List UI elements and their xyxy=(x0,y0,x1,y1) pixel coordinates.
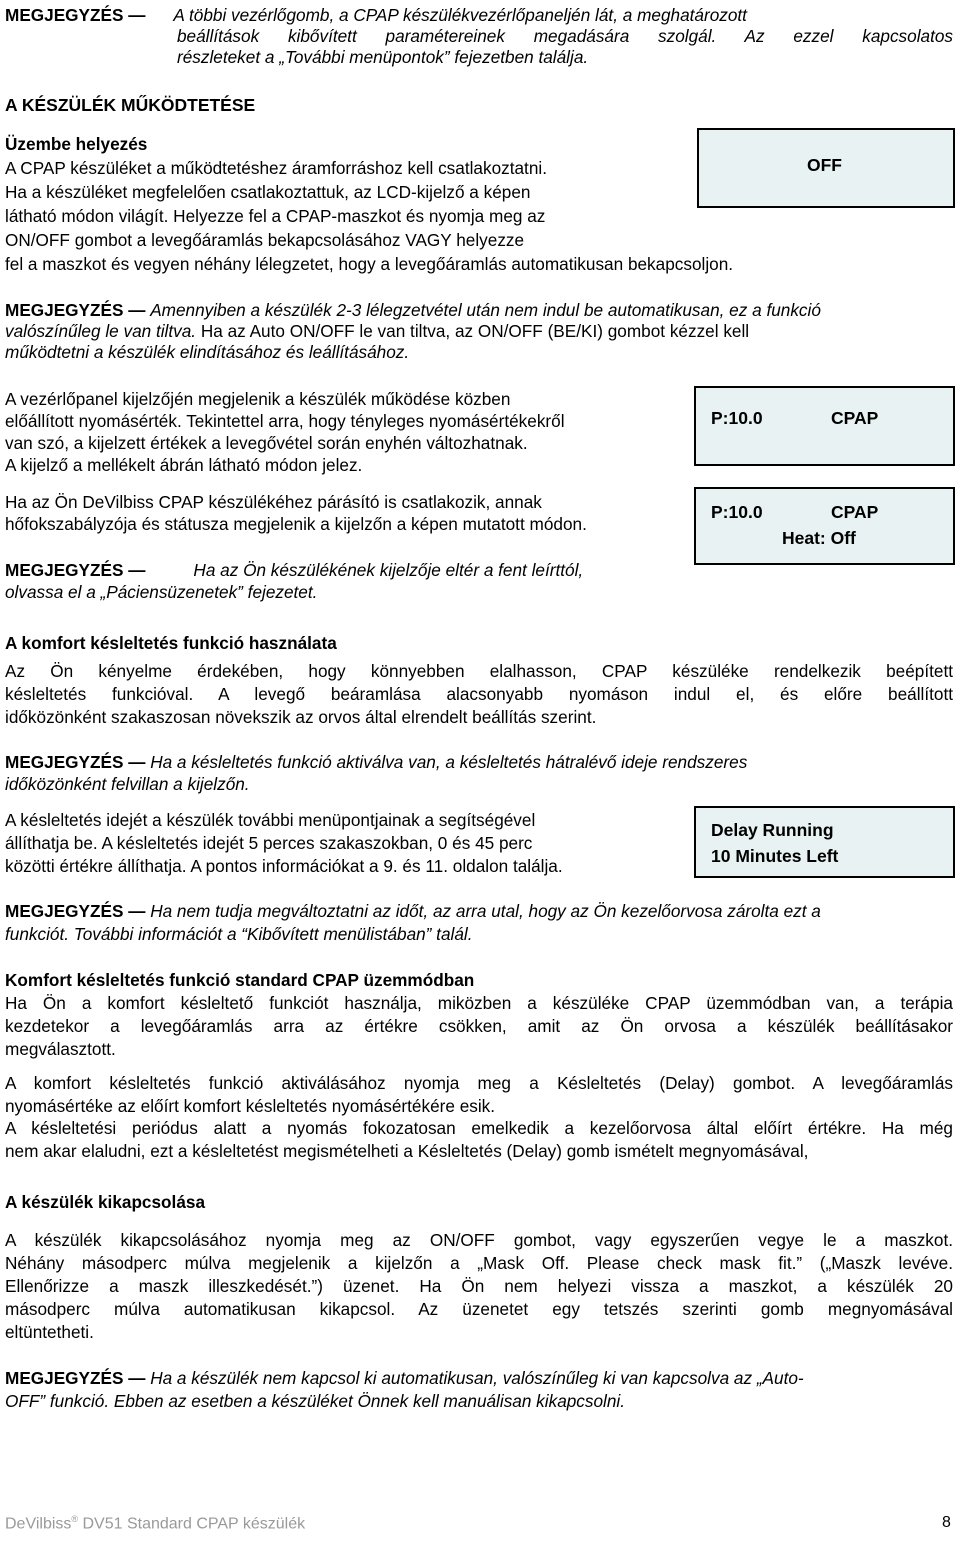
note2-text2b: Ha az Auto ON/OFF le van tiltva, az ON/OFF (BE/KI) gombot kézzel kell xyxy=(196,321,750,341)
note5-line1 xyxy=(5,901,821,922)
note2-text1: Amennyiben a készülék 2-3 lélegzetvétel után nem indul be automatikusan, ez a funkció xyxy=(150,300,821,320)
note1-line2: beállítások kibővített paramétereinek megadására szolgál. Az ezzel kapcsolatos xyxy=(177,26,953,46)
note-label: MEGJEGYZÉS — xyxy=(5,560,146,580)
note6-line1 xyxy=(5,1368,804,1389)
shutdown-line1: A készülék kikapcsolásához nyomja meg az ON/OFF gombot, vagy egyszerűen vegye le a maszkot. xyxy=(5,1230,953,1250)
shutdown-line3: Ellenőrizze a maszk illeszkedését.”) üzenet. Ha Ön nem helyezi vissza a maszkot, a készülék 20 xyxy=(5,1276,953,1296)
comfort-heading: A komfort késleltetés funkció használata xyxy=(5,633,337,653)
note-label: MEGJEGYZÉS — xyxy=(5,1368,146,1388)
startup-line2: Ha a készüléket megfelelően csatlakoztattuk, az LCD-kijelző a képen xyxy=(5,182,531,202)
note-label: MEGJEGYZÉS — xyxy=(5,5,146,25)
comfort-std-p3-line1: A késleltetési periódus alatt a nyomás fokozatosan emelkedik a kezelőorvosa által előírt értékre. Ha még xyxy=(5,1118,953,1138)
note1-line1 xyxy=(5,5,747,26)
comfort-std-p3-line2: nem akar elaludni, ezt a késleltetést megismételheti a Késleltetés (Delay) gomb ismételt megnyomásával, xyxy=(5,1141,809,1161)
note2-line1 xyxy=(5,300,821,321)
section-operation-heading: A KÉSZÜLÉK MŰKÖDTETÉSE xyxy=(5,95,256,115)
footer-product xyxy=(5,1514,305,1533)
lcd-delay-line2: 10 Minutes Left xyxy=(711,846,839,866)
humidifier-line2: hőfokszabályzója és státusza megjelenik a kijelzőn a képen mutatott módon. xyxy=(5,514,587,534)
note2-line2 xyxy=(5,321,749,342)
note4-line1 xyxy=(5,752,747,773)
note-label: MEGJEGYZÉS — xyxy=(5,901,146,921)
shutdown-heading: A készülék kikapcsolása xyxy=(5,1192,206,1212)
note3-line1 xyxy=(5,560,583,581)
startup-line5: fel a maszkot és vegyen néhány lélegzetet, hogy a levegőáramlás automatikusan bekapcsoljon. xyxy=(5,254,734,274)
comfort-std-line1: Ha Ön a komfort késleltető funkciót használja, miközben a készüléke CPAP üzemmódban van, a terápia xyxy=(5,993,953,1013)
shutdown-line2: Néhány másodperc múlva megjelenik a kijelzőn a „Mask Off. Please check mask fit.” („Maszk levéve. xyxy=(5,1253,953,1273)
footer-reg-mark: ® xyxy=(71,1514,79,1524)
note5-line2: funkciót. További információt a “Kibővített menülistában” talál. xyxy=(5,924,473,944)
comfort-line1: Az Ön kényelme érdekében, hogy könnyebben elalhasson, CPAP készüléke rendelkezik beépített xyxy=(5,661,953,681)
note1-line3: részleteket a „További menüpontok” fejezetben találja. xyxy=(177,47,589,67)
delay-line1: A késleltetés idejét a készülék további menüpontjainak a segítségével xyxy=(5,810,536,830)
lcd-display-off xyxy=(697,128,955,208)
pressure-line4: A kijelző a mellékelt ábrán látható módon jelez. xyxy=(5,455,363,475)
page-number: 8 xyxy=(942,1514,951,1531)
lcd-display-delay xyxy=(694,806,955,878)
note5-text1: Ha nem tudja megváltoztatni az időt, az arra utal, hogy az Ön kezelőorvosa zárolta ezt a xyxy=(150,901,821,921)
note6-line2: OFF” funkció. Ebben az esetben a készüléket Önnek kell manuálisan kikapcsolni. xyxy=(5,1391,626,1411)
startup-line1: A CPAP készüléket a működtetéshez áramforráshoz kell csatlakoztatni. xyxy=(5,158,547,178)
lcd-display-heat xyxy=(694,487,955,565)
startup-line3: látható módon világít. Helyezze fel a CPAP-maszkot és nyomja meg az xyxy=(5,206,546,226)
note1-text1: A többi vezérlőgomb, a CPAP készülékvezérlőpaneljén lát, a meghatározott xyxy=(173,5,747,25)
delay-line3: közötti értékre állíthatja. A pontos információkat a 9. és 11. oldalon találja. xyxy=(5,856,563,876)
pressure-text2a: előállított nyomásérték. xyxy=(5,411,182,431)
comfort-std-p2-line2: nyomásértéke az előírt komfort késleltetés nyomásértékére esik. xyxy=(5,1096,496,1116)
note4-line2: időközönként felvillan a kijelzőn. xyxy=(5,774,250,794)
lcd-pressure-value: P:10.0 xyxy=(711,408,763,428)
pressure-text2b: Tekintettel arra, hogy tényleges nyomásértékekről xyxy=(181,411,565,431)
comfort-std-heading: Komfort késleltetés funkció standard CPAP üzemmódban xyxy=(5,970,475,990)
startup-heading: Üzembe helyezés xyxy=(5,134,148,154)
pressure-line1: A vezérlőpanel kijelzőjén megjelenik a készülék működése közben xyxy=(5,389,511,409)
comfort-std-line3: megválasztott. xyxy=(5,1039,116,1059)
lcd-off-text: OFF xyxy=(807,155,842,175)
note3-text1: Ha az Ön készülékének kijelzője eltér a fent leírttól, xyxy=(193,560,584,580)
note-label: MEGJEGYZÉS — xyxy=(5,752,146,772)
comfort-std-line2: kezdetekor a levegőáramlás arra az értékre csökken, amit az Ön orvosa a készülék beállításakor xyxy=(5,1016,953,1036)
shutdown-line4: másodperc múlva automatikusan kikapcsol. Az üzenetet egy tetszés szerinti gomb megnyomásával xyxy=(5,1299,953,1319)
lcd-heat-pressure: P:10.0 xyxy=(711,502,763,522)
startup-line4: ON/OFF gombot a levegőáramlás bekapcsolásához VAGY helyezze xyxy=(5,230,525,250)
footer-brand: DeVilbiss xyxy=(5,1515,72,1533)
note2-text2a: valószínűleg le van tiltva. xyxy=(5,321,197,341)
note4-text1: Ha a késleltetés funkció aktiválva van, a késleltetés hátralévő ideje rendszeres xyxy=(150,752,748,772)
lcd-display-pressure xyxy=(694,386,955,466)
lcd-heat-status: Heat: Off xyxy=(782,528,856,548)
note6-text1: Ha a készülék nem kapcsol ki automatikusan, valószínűleg ki van kapcsolva az „Auto- xyxy=(150,1368,804,1388)
note-label: MEGJEGYZÉS — xyxy=(5,300,146,320)
lcd-heat-mode: CPAP xyxy=(831,502,879,522)
pressure-line3: van szó, a kijelzett értékek a levegővétel során enyhén változhatnak. xyxy=(5,433,528,453)
footer-product-name: DV51 Standard CPAP készülék xyxy=(78,1515,306,1533)
humidifier-line1: Ha az Ön DeVilbiss CPAP készülékéhez párásító is csatlakozik, annak xyxy=(5,492,542,512)
lcd-mode: CPAP xyxy=(831,408,879,428)
delay-line2: állíthatja be. A késleltetés idejét 5 perces szakaszokban, 0 és 45 perc xyxy=(5,833,533,853)
comfort-line3: időközönként szakaszosan növekszik az orvos által elrendelt beállítás szerint. xyxy=(5,707,597,727)
pressure-line2 xyxy=(5,411,565,432)
note2-line3: működtetni a készülék elindításához és leállításához. xyxy=(5,342,410,362)
lcd-delay-line1: Delay Running xyxy=(711,820,834,840)
comfort-line2: késleltetés funkcióval. A levegő beáramlása alacsonyabb nyomáson indul el, és előre beállított xyxy=(5,684,953,704)
comfort-std-p2-line1: A komfort késleltetés funkció aktiválásához nyomja meg a Késleltetés (Delay) gombot. A levegőáramlás xyxy=(5,1073,953,1093)
shutdown-line5: eltüntetheti. xyxy=(5,1322,94,1342)
note3-line2: olvassa el a „Páciensüzenetek” fejezetet. xyxy=(5,582,318,602)
